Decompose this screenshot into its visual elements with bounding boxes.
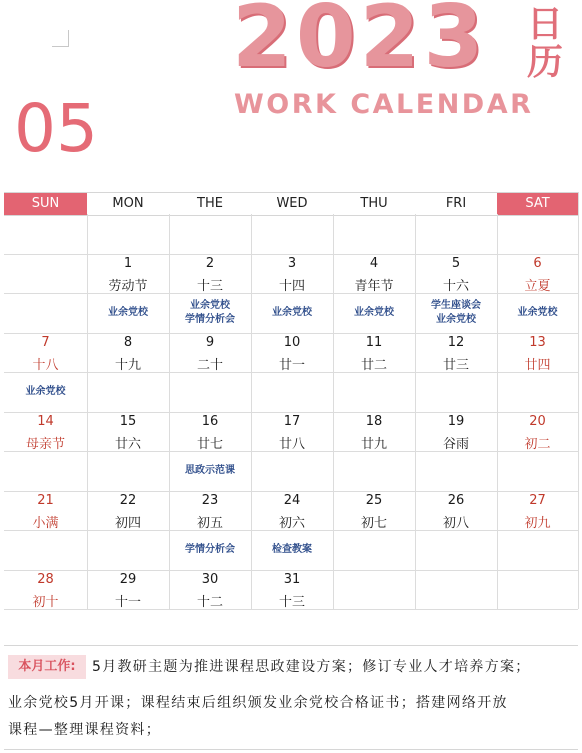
lunar-date: 十一 bbox=[114, 595, 141, 610]
day-number: 16 bbox=[201, 414, 219, 429]
day-number: 17 bbox=[283, 414, 301, 429]
weekday-mon: MON bbox=[112, 196, 144, 211]
lunar-date: 初二 bbox=[524, 437, 551, 452]
weekday-sat: SAT bbox=[497, 193, 578, 215]
grid-right-edge bbox=[578, 192, 579, 609]
crop-corner-mark bbox=[52, 30, 69, 47]
grid-row-divider bbox=[4, 491, 578, 492]
lunar-date: 十八 bbox=[32, 358, 59, 373]
day-number: 8 bbox=[123, 335, 133, 350]
day-number: 28 bbox=[37, 572, 54, 587]
event-label: 业余党校 bbox=[354, 307, 394, 318]
event-label: 业余党校 bbox=[190, 300, 230, 311]
day-number: 21 bbox=[37, 493, 54, 508]
day-number: 25 bbox=[365, 493, 383, 508]
day-number: 9 bbox=[205, 335, 215, 350]
event-label: 业余党校 bbox=[108, 307, 148, 318]
grid-row-divider bbox=[4, 570, 578, 571]
schedule-event bbox=[251, 543, 333, 557]
schedule-event bbox=[169, 299, 251, 327]
lunar-date: 谷雨 bbox=[442, 437, 469, 452]
schedule-event bbox=[415, 299, 497, 327]
lunar-date: 廿四 bbox=[524, 358, 551, 373]
event-label: 业余党校 bbox=[25, 386, 66, 397]
lunar-date: 初十 bbox=[32, 595, 59, 610]
year-title: 2023 bbox=[232, 0, 488, 87]
weekday-the: THE bbox=[197, 196, 223, 211]
lunar-date: 十三 bbox=[278, 595, 305, 610]
day-number: 12 bbox=[447, 335, 465, 350]
lunar-date: 廿六 bbox=[114, 437, 141, 452]
lunar-date: 初九 bbox=[524, 516, 551, 531]
lunar-date: 廿九 bbox=[360, 437, 387, 452]
schedule-event bbox=[87, 306, 169, 320]
lunar-date: 小满 bbox=[32, 516, 59, 531]
schedule-event bbox=[497, 306, 578, 320]
day-number: 10 bbox=[283, 335, 301, 350]
lunar-date: 十四 bbox=[278, 279, 305, 294]
lunar-date: 十二 bbox=[196, 595, 223, 610]
lunar-date: 青年节 bbox=[354, 279, 394, 294]
lunar-date: 二十 bbox=[196, 358, 223, 373]
schedule-event bbox=[169, 464, 251, 478]
day-number: 23 bbox=[201, 493, 219, 508]
calendar-grid bbox=[4, 192, 578, 615]
schedule-event bbox=[169, 543, 251, 557]
day-number: 22 bbox=[119, 493, 137, 508]
lunar-date: 廿一 bbox=[278, 358, 305, 373]
lunar-date: 初六 bbox=[278, 516, 305, 531]
schedule-event bbox=[333, 306, 415, 320]
lunar-date: 初四 bbox=[114, 516, 141, 531]
lunar-date: 廿七 bbox=[196, 437, 223, 452]
day-number: 19 bbox=[447, 414, 465, 429]
day-number: 24 bbox=[283, 493, 301, 508]
weekday-thu: THU bbox=[360, 196, 388, 211]
day-number: 30 bbox=[201, 572, 219, 587]
event-label: 业余党校 bbox=[436, 314, 476, 325]
lunar-date: 母亲节 bbox=[25, 437, 65, 452]
monthly-work-notes bbox=[4, 645, 578, 750]
weekday-fri: FRI bbox=[445, 196, 467, 211]
lunar-date: 初五 bbox=[196, 516, 223, 531]
day-number: 2 bbox=[205, 256, 215, 271]
day-number: 18 bbox=[365, 414, 383, 429]
day-number: 7 bbox=[41, 335, 50, 350]
lunar-date: 十九 bbox=[114, 358, 141, 373]
grid-row-divider bbox=[4, 412, 578, 413]
year-suffix: 日历 bbox=[526, 4, 563, 83]
event-label: 学情分析会 bbox=[185, 314, 235, 325]
schedule-event bbox=[4, 385, 87, 399]
day-number: 29 bbox=[119, 572, 137, 587]
day-number: 11 bbox=[365, 335, 383, 350]
event-label: 业余党校 bbox=[272, 307, 312, 318]
calendar-subtitle: WORK CALENDAR bbox=[234, 89, 534, 120]
schedule-event bbox=[251, 306, 333, 320]
lunar-date: 廿三 bbox=[442, 358, 469, 373]
event-label: 检查教案 bbox=[272, 544, 312, 555]
lunar-date: 初七 bbox=[360, 516, 387, 531]
day-number: 13 bbox=[529, 335, 546, 350]
lunar-date: 廿二 bbox=[360, 358, 387, 373]
day-number: 20 bbox=[529, 414, 546, 429]
event-label: 学情分析会 bbox=[185, 544, 235, 555]
day-number: 27 bbox=[529, 493, 546, 508]
lunar-date: 劳动节 bbox=[108, 279, 148, 294]
weekday-header bbox=[4, 192, 578, 216]
day-number: 4 bbox=[369, 256, 379, 271]
day-number: 26 bbox=[447, 493, 465, 508]
weekday-wed: WED bbox=[276, 196, 308, 211]
day-number: 5 bbox=[451, 256, 461, 271]
day-number: 31 bbox=[283, 572, 301, 587]
footer-line-2: 业余党校5月开课；课程结束后组织颁发业余党校合格证书；搭建网络开放 bbox=[8, 695, 508, 711]
grid-row-divider bbox=[4, 254, 578, 255]
event-label: 学生座谈会 bbox=[431, 300, 481, 311]
day-number: 14 bbox=[37, 414, 54, 429]
lunar-date: 初八 bbox=[442, 516, 469, 531]
footer-line-1: 5月教研主题为推进课程思政建设方案；修订专业人才培养方案； bbox=[92, 659, 531, 675]
day-number: 6 bbox=[533, 256, 542, 271]
footer-label: 本月工作: bbox=[8, 655, 86, 679]
lunar-date: 廿八 bbox=[278, 437, 305, 452]
lunar-date: 十六 bbox=[442, 279, 469, 294]
event-label: 业余党校 bbox=[517, 307, 558, 318]
month-number: 05 bbox=[14, 90, 98, 167]
lunar-date: 立夏 bbox=[524, 279, 551, 294]
weekday-sun: SUN bbox=[4, 193, 87, 215]
day-number: 15 bbox=[119, 414, 137, 429]
day-number: 1 bbox=[123, 256, 133, 271]
event-label: 思政示范课 bbox=[185, 465, 235, 476]
day-number: 3 bbox=[287, 256, 297, 271]
grid-row-divider bbox=[4, 333, 578, 334]
footer-line-3: 课程—整理课程资料； bbox=[8, 722, 161, 738]
lunar-date: 十三 bbox=[196, 279, 223, 294]
